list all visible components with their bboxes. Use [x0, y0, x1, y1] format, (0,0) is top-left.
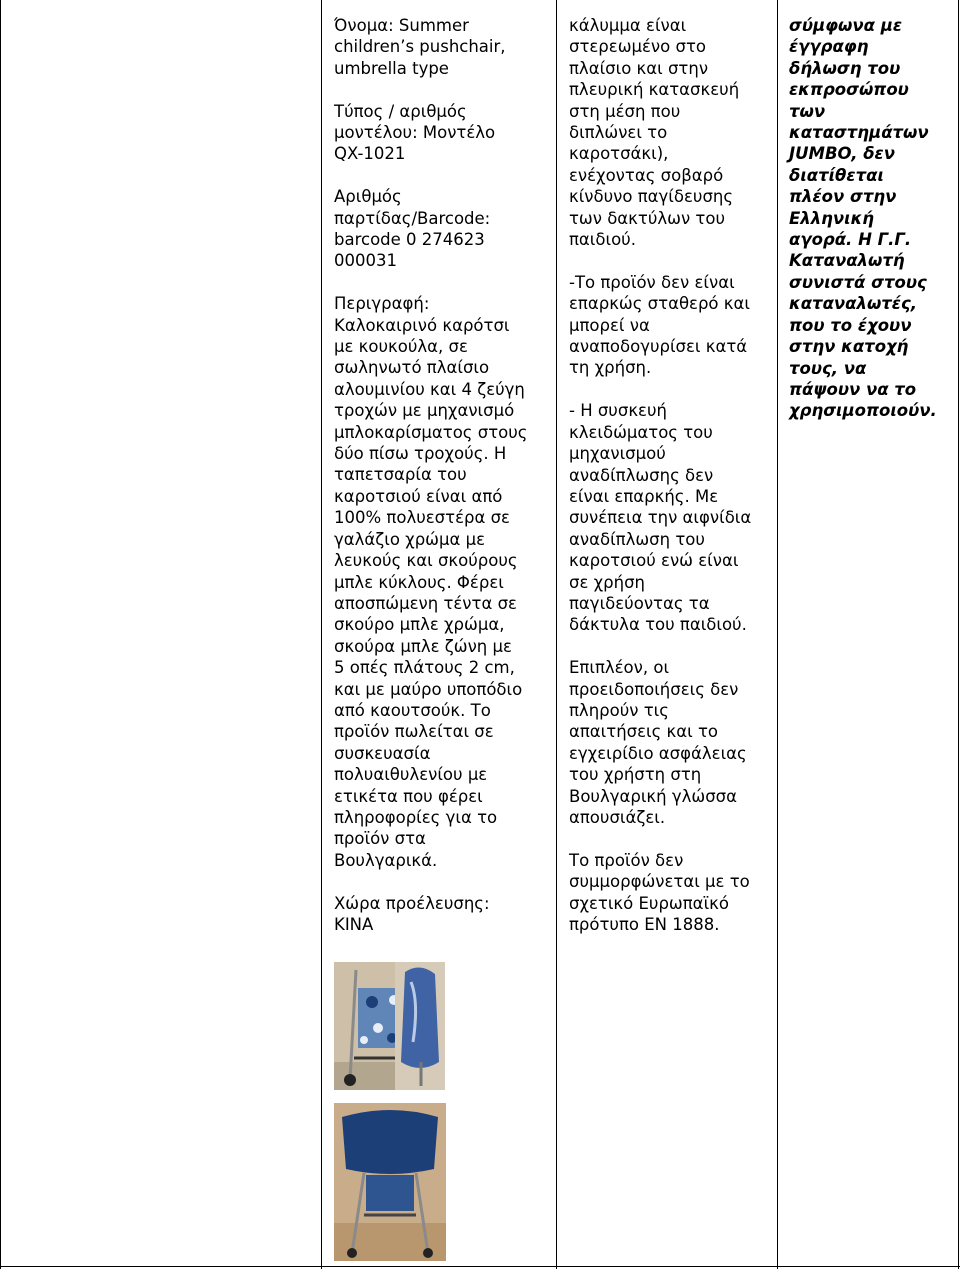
hazard-cell [569, 15, 773, 935]
product-name: Όνομα: Summer children’s pushchair, umbrella type [334, 16, 506, 78]
column-divider-2 [556, 0, 557, 1269]
product-details-cell [334, 15, 552, 935]
product-model: Τύπος / αριθμός μοντέλου: Μοντέλο QX-1021 [334, 101, 496, 164]
pushchair-photo-packaged [395, 962, 445, 1090]
hazard-paragraph-3: - Η συσκευή κλειδώματος του μηχανισμού αναδίπλωσης δεν είναι επαρκής. Με συνέπεια την αιφνίδια αναδίπλωση του καροτσιού ενώ είναι σε χρήση παγιδεύοντας τα δάκτυλα του παιδιού. [569, 401, 752, 635]
product-origin: Χώρα προέλευσης: ΚΙΝΑ [334, 893, 490, 934]
product-batch: Αριθμός παρτίδας/Barcode: barcode 0 274623 000031 [334, 187, 491, 271]
hazard-paragraph-4: Επιπλέον, οι προειδοποιήσεις δεν πληρούν τις απαιτήσεις και το εγχειρίδιο ασφάλειας του χρήστη στη Βουλγαρική γλώσσα απουσιάζει. [569, 658, 747, 827]
hazard-paragraph-2: -Το προϊόν δεν είναι επαρκώς σταθερό και μπορεί να αναποδογυρίσει κατά τη χρήση. [569, 272, 750, 378]
measures-statement: σύμφωνα με έγγραφη δήλωση του εκπροσώπου των καταστημάτων JUMBO, δεν διατίθεται πλέον στην Ελληνική αγορά. Η Γ.Γ. Καταναλωτή συνιστά στους καταναλωτές, που το έχουν στην κατοχή τους, να πάψουν να το χρησιμοποιούν. [789, 16, 937, 421]
column-divider-1 [321, 0, 322, 1269]
table-border-left [0, 0, 1, 1269]
measures-cell [789, 15, 957, 422]
hazard-paragraph-5: Το προϊόν δεν συμμορφώνεται με το σχετικό Ευρωπαϊκό πρότυπο ΕΝ 1888. [569, 850, 750, 934]
hazard-paragraph-1: κάλυμμα είναι στερεωμένο στο πλαίσιο και στην πλευρική κατασκευή στη μέση που διπλώνει το καροτσάκι), ενέχοντας σοβαρό κίνδυνο παγίδευσης των δακτύλων του παιδιού. [569, 16, 740, 250]
table-border-right [958, 0, 959, 1269]
product-description: Περιγραφή: Καλοκαιρινό καρότσι με κουκούλα, σε σωληνωτό πλαίσιο αλουμινίου και 4 ζεύγη τροχών με μηχανισμό μπλοκαρίσματος στους δύο πίσω τροχούς. Η ταπετσαρία του καροτσιού είναι από 100% πολυεστέρα σε γαλάζιο χρώμα με λευκούς και σκούρους μπλε κύκλους. Φέρει αποσπώμενη τέντα σε σκούρο μπλε χρώμα, σκούρα μπλε ζώνη με 5 οπές πλάτους 2 cm, και με μαύρο υποπόδιο από καουτσούκ. Το προϊόν πωλείται σε συσκευασία πολυαιθυλενίου με ετικέτα που φέρει πληροφορίες για το προϊόν στα Βουλγαρικά. [334, 294, 528, 870]
column-divider-3 [777, 0, 778, 1269]
pushchair-photo-top [334, 1103, 446, 1261]
table-border-bottom [0, 1266, 960, 1267]
